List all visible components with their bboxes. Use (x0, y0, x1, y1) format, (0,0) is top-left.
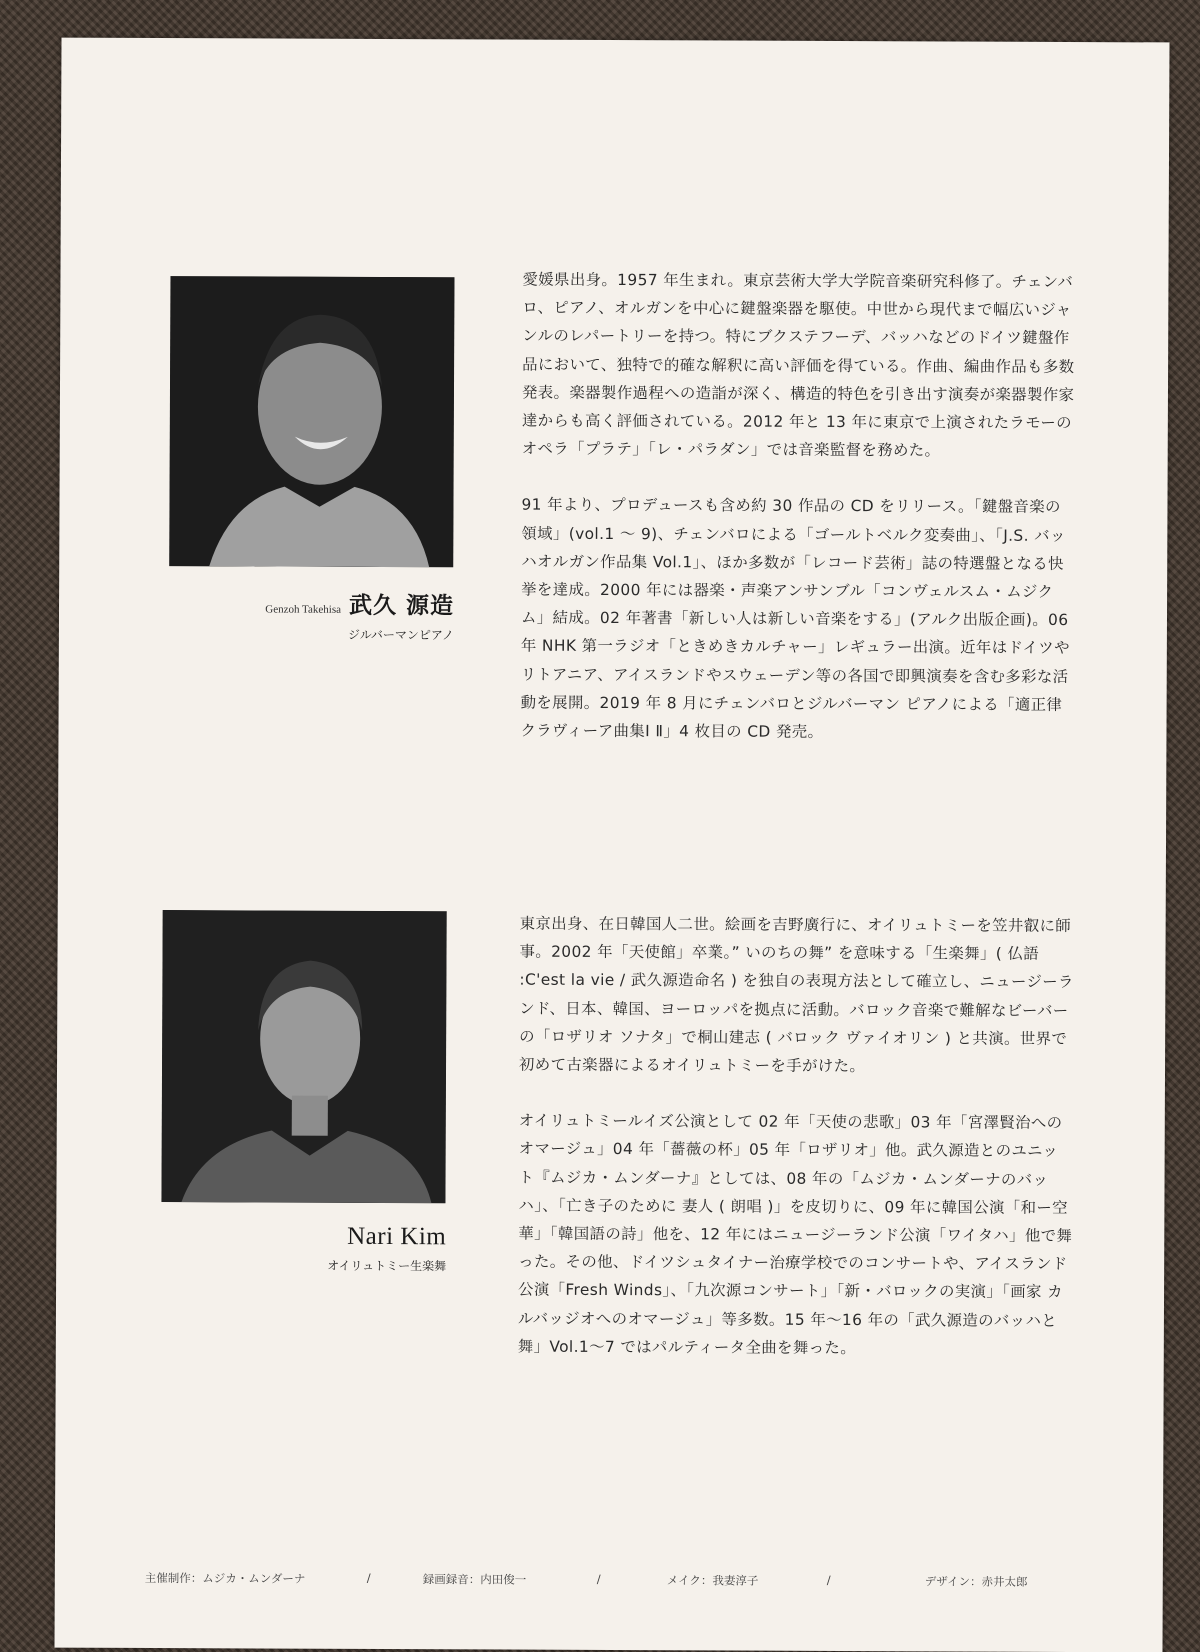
performer-caption-2 (146, 1222, 446, 1274)
credit-separator: / (366, 1570, 371, 1585)
credit-separator: / (596, 1571, 601, 1586)
performer-bio-2 (518, 910, 1075, 1363)
credit-makeup: メイク：我妻淳子 (666, 1573, 759, 1588)
performer-bio-1 (520, 266, 1077, 748)
bio-paragraph: 91 年より、プロデュースも含め約 30 作品の CD をリリース。「鍵盤音楽の領域」(vol.1 ～ 9)、チェンバロによる「ゴールトベルク変奏曲」、「J.S. バッハオルガン作品集 Vol.1」、ほか多数が「レコード芸術」誌の特選盤となる快挙を達成。2000 年には器楽・声楽アンサンブル「コンヴェルスム・ムジクム」結成。02 年著書「新しい人は新しい音楽をする」(アルク出版企画)。06 年 NHK 第一ラジオ「ときめきカルチャー」レギュラー出演。近年はドイツやリトアニア、アイスランドやスウェーデン等の各国で即興演奏を含む多彩な活動を展開。2019 年 8 月にチェンバロとジルバーマン ピアノによる「適正律クラヴィーア曲集Ⅰ Ⅱ」4 枚目の CD 発売。 (520, 496, 1070, 741)
portrait-photo-genzoh-takehisa (169, 276, 454, 567)
performer-caption-1 (149, 586, 454, 643)
credits-footer (55, 1570, 1163, 1595)
bio-paragraph: 愛媛県出身。1957 年生まれ。東京芸術大学大学院音楽研究科修了。チェンバロ、ピアノ、オルガンを中心に鍵盤楽器を駆使。中世から現代まで幅広いジャンルのレパートリーを持つ。特にブクステフーデ、バッハなどのドイツ鍵盤作品において、独特で的確な解釈に高い評価を得ている。作曲、編曲作品も多数発表。楽器製作過程への造詣が深く、構造的特色を引き出す演奏が楽器製作家達からも高く評価されている。2012 年と 13 年に東京で上演されたラモーのオペラ「プラテ」「レ・パラダン」では音楽監督を務めた。 (521, 270, 1075, 460)
bio-paragraph: 東京出身、在日韓国人二世。絵画を吉野廣行に、オイリュトミーを笠井叡に師事。2002 年「天使館」卒業。” いのちの舞” を意味する「生楽舞」( 仏語 :C'est la vie / 武久源造命名 ) を独自の表現方法として確立し、ニュージーランド、日本、韓国、ヨーロッパを拠点に活動。バロック音楽で難解なビーバーの「ロザリオ ソナタ」で桐山建志 ( バロック ヴァイオリン ) と共演。世界で初めて古楽器によるオイリュトミーを手がけた。 (519, 914, 1074, 1076)
credit-recording: 録画録音：内田俊一 (422, 1572, 527, 1587)
performer-role: ジルバーマンピアノ (347, 627, 454, 643)
credit-producer: 主催制作：ムジカ・ムンダーナ (144, 1570, 306, 1586)
performer-name-japanese: 武久 源造 (348, 591, 455, 620)
performer-name-roman: Nari Kim (347, 1222, 447, 1251)
bio-paragraph: オイリュトミールイズ公演として 02 年「天使の悲歌」03 年「宮澤賢治へのオマージュ」04 年「薔薇の杯」05 年「ロザリオ」他。武久源造とのユニット『ムジカ・ムンダーナ』としては、08 年の「ムジカ・ムンダーナのバッハ」、「亡き子のために 妻人 ( 朗唱 )」を皮切りに、09 年に韓国公演「和ー空華」「韓国語の詩」他を、12 年にはニュージーランド公演「ワイタハ」他で舞った。その他、ドイツシュタイナー治療学校でのコンサートや、アイスランド公演「Fresh Winds」、「九次源コンサート」「新・バロックの実演」「画家 カルバッジオへのオマージュ」等多数。15 年～16 年の「武久源造のバッハと舞」Vol.1～7 ではパルティータ全曲を舞った。 (517, 1111, 1073, 1357)
credit-separator: / (826, 1572, 831, 1587)
performer-name-roman: Genzoh Takehisa (265, 603, 342, 616)
program-page (54, 38, 1169, 1652)
credit-design: デザイン：赤井太郎 (924, 1574, 1028, 1589)
portrait-photo-nari-kim (161, 910, 446, 1203)
performer-role: オイリュトミー生楽舞 (327, 1258, 447, 1274)
